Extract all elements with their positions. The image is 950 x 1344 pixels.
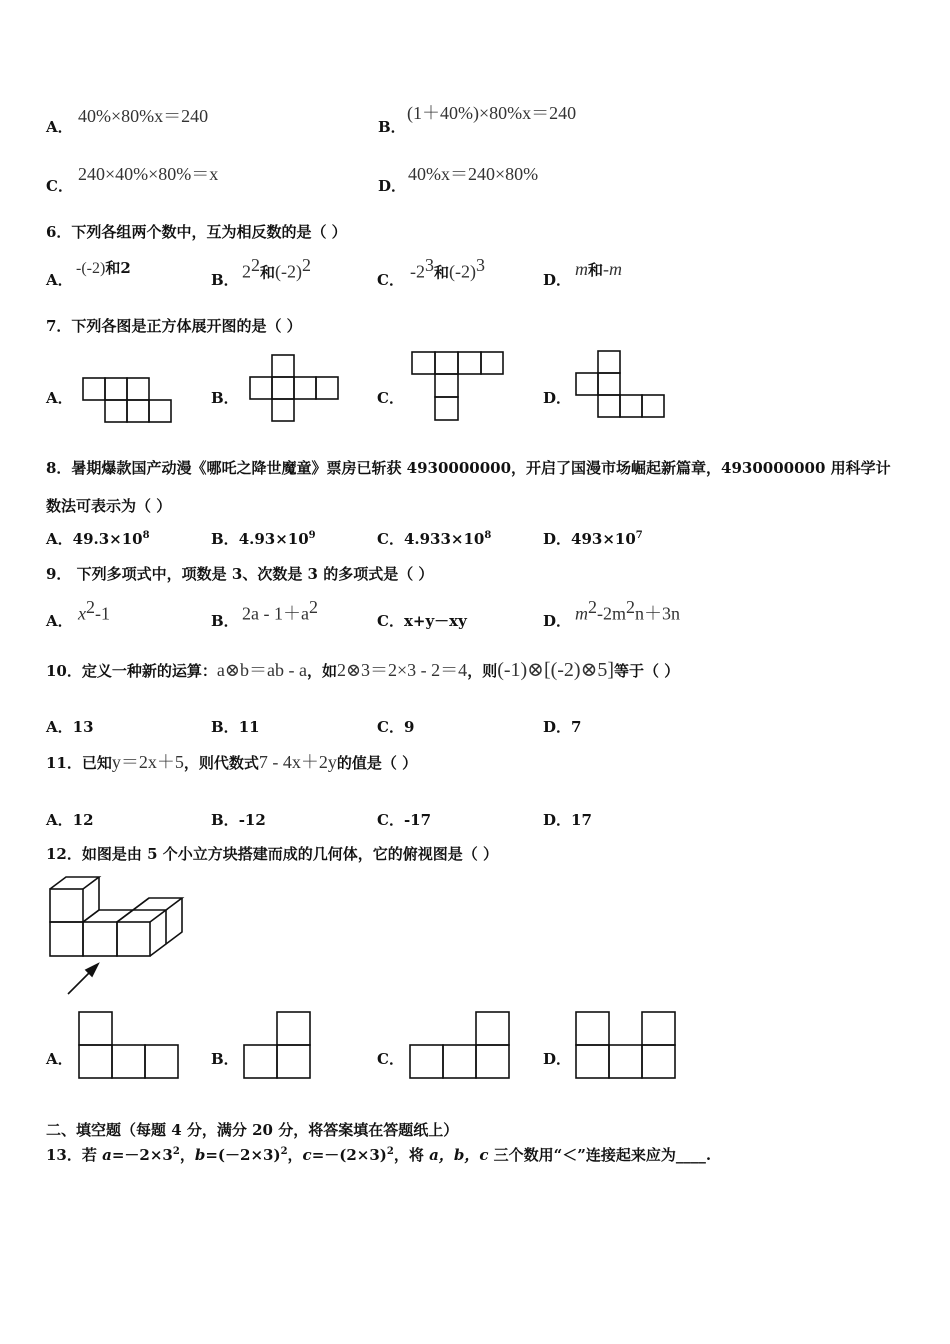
q9-d-m: m <box>575 603 588 624</box>
q8-option-a <box>46 528 150 549</box>
q10-d-val: 7 <box>571 718 582 736</box>
q10-stem-d: 等于（ ） <box>614 662 680 680</box>
q6-option-d-label: D． <box>543 271 572 289</box>
q7-option-b-net <box>249 354 341 424</box>
q6-option-b-label: B． <box>211 271 239 289</box>
q6-c-exp2: 3 <box>476 255 485 275</box>
q7-option-c-net <box>411 351 505 423</box>
q6-a-and: 和 <box>105 259 121 277</box>
q9-c-expr: x+y－xy <box>403 612 467 630</box>
q5-option-d-label: D． <box>378 177 407 195</box>
q8-a-label: A． <box>46 530 73 548</box>
q13-var-b: b <box>194 1146 206 1164</box>
q8-option-d <box>543 528 643 549</box>
q10-expression: (-1)⊗[(-2)⊗5] <box>497 659 614 681</box>
q7-option-c-label: C． <box>377 389 404 407</box>
q8-stem-line2: 数法可表示为（ ） <box>46 497 172 515</box>
q13-c-sep: ， <box>287 1146 303 1164</box>
q6-option-c <box>410 255 485 282</box>
q6-b-and: 和 <box>260 263 276 282</box>
q6-c-and: 和 <box>434 263 450 282</box>
q9-option-c <box>377 610 467 631</box>
q6-c-expr2: (-2) <box>449 261 476 282</box>
q10-c-val: 9 <box>403 718 415 736</box>
q9-d-e1: 2 <box>588 597 597 617</box>
q8-b-base: 4.93×10 <box>238 530 309 548</box>
q12-stem: 12．如图是由 5 个小立方块搭建而成的几何体，它的俯视图是（ ） <box>46 845 498 863</box>
q13-text-b: ，将 <box>393 1146 430 1164</box>
q8-c-exp: 8 <box>484 530 492 541</box>
q9-b-expr: 2a - 1＋a <box>242 603 309 624</box>
q8-d-base: 493×10 <box>571 530 636 548</box>
q13-var-a: a <box>102 1146 112 1164</box>
q11-expression: 7 - 4x＋2y <box>258 752 337 772</box>
q5-option-d-expr: 40%x＝240×80% <box>408 164 539 184</box>
q12-option-c-label: C． <box>377 1050 404 1068</box>
q12-option-c-view <box>409 1011 513 1081</box>
q10-option-d <box>543 716 581 737</box>
q9-option-a-label: A． <box>46 612 73 630</box>
q13-b-exp: 2 <box>280 1146 288 1157</box>
q10-b-label: B． <box>211 718 239 736</box>
q11-given: y＝2x＋5 <box>111 752 184 772</box>
q12-option-d-view <box>575 1011 679 1081</box>
q5-option-a-expr: 40%×80%x＝240 <box>78 106 209 126</box>
q13-c-exp: 2 <box>386 1146 394 1157</box>
q8-a-exp: 8 <box>142 530 150 541</box>
q11-stem-b: ，则代数式 <box>183 754 259 772</box>
q9-option-a <box>78 597 110 624</box>
q9-option-b-label: B． <box>211 612 239 630</box>
q8-a-base: 49.3×10 <box>72 530 143 548</box>
q13-a-expr: =－2×3 <box>111 1146 173 1164</box>
q10-b-val: 11 <box>238 718 260 736</box>
q8-c-label: C． <box>377 530 404 548</box>
q13-text-a: 13．若 <box>46 1146 103 1164</box>
q6-stem: 6．下列各组两个数中，互为相反数的是（ ） <box>46 223 347 241</box>
q6-d-and: 和 <box>588 261 604 279</box>
q8-d-exp: 7 <box>635 530 643 541</box>
q12-option-b-view <box>243 1011 315 1081</box>
q6-option-d <box>575 259 622 280</box>
q11-d-val: 17 <box>571 811 592 829</box>
q12-solid-figure <box>46 872 191 1000</box>
q8-b-label: B． <box>211 530 239 548</box>
q6-option-c-label: C． <box>377 271 404 289</box>
q6-option-a <box>76 257 131 278</box>
q5-option-c-expr: 240×40%×80%＝x <box>78 164 219 184</box>
q11-stem-c: 的值是（ ） <box>336 754 418 772</box>
q5-option-b-expr: (1＋40%)×80%x＝240 <box>407 103 577 123</box>
q11-option-c <box>377 809 431 830</box>
q9-c-label: C． <box>377 612 404 630</box>
q10-option-b <box>211 716 260 737</box>
q8-option-b <box>211 528 316 549</box>
q8-b-exp: 9 <box>308 530 316 541</box>
q10-definition: a⊗b＝ab - a <box>216 660 307 680</box>
q6-a-second: 2 <box>120 259 131 277</box>
q9-stem: 9． 下列多项式中，项数是 3、次数是 3 的多项式是（ ） <box>46 565 434 583</box>
q10-option-c <box>377 716 414 737</box>
q7-option-a-label: A． <box>46 389 73 407</box>
q11-a-label: A． <box>46 811 73 829</box>
q11-option-b <box>211 809 266 830</box>
q8-stem-line1: 8．暑期爆款国产动漫《哪吒之降世魔童》票房已斩获 4930000000，开启了国漫市场崛起新篇章，4930000000 用科学计 <box>46 459 891 477</box>
q9-b-exp: 2 <box>308 597 318 617</box>
q13-text-c: 三个数用“＜”连接起来应为____. <box>488 1146 712 1164</box>
q11-b-val: -12 <box>238 811 266 829</box>
q10-a-label: A． <box>46 718 73 736</box>
q7-stem: 7．下列各图是正方体展开图的是（ ） <box>46 317 302 335</box>
q11-stem <box>46 748 417 774</box>
q8-d-label: D． <box>543 530 572 548</box>
q9-a-rest: -1 <box>95 603 110 624</box>
q5-option-c-label: C． <box>46 177 73 195</box>
q7-option-b-label: B． <box>211 389 239 407</box>
q6-option-b <box>242 255 311 282</box>
q10-c-label: C． <box>377 718 404 736</box>
q6-c-exp1: 3 <box>425 255 434 275</box>
q10-d-label: D． <box>543 718 572 736</box>
q13-vars: a，b，c <box>429 1146 489 1164</box>
q12-option-a-view <box>78 1011 182 1081</box>
q7-option-a-net <box>82 377 174 424</box>
q9-a-base: x <box>78 603 86 624</box>
q6-c-expr1: -2 <box>410 261 425 282</box>
q6-d-expr2: -m <box>603 259 623 279</box>
q9-d-e2: 2 <box>626 597 635 617</box>
q9-a-exp: 2 <box>86 597 95 617</box>
q13-c-expr: =－(2×3) <box>311 1146 387 1164</box>
q9-option-b <box>242 597 318 625</box>
q10-stem-a: 10．定义一种新的运算： <box>46 662 217 680</box>
q11-b-label: B． <box>211 811 239 829</box>
q12-option-a-label: A． <box>46 1050 73 1068</box>
q11-c-val: -17 <box>403 811 432 829</box>
section2-heading: 二、填空题（每题 4 分，满分 20 分，将答案填在答题纸上） <box>46 1121 459 1139</box>
q13-a-exp: 2 <box>172 1146 180 1157</box>
q12-option-b-label: B． <box>211 1050 239 1068</box>
q11-d-label: D． <box>543 811 572 829</box>
q9-d-mid: -2m <box>597 603 626 624</box>
q11-option-d <box>543 809 592 830</box>
q8-option-c <box>377 528 491 549</box>
q11-a-val: 12 <box>72 811 94 829</box>
q10-stem-c: ，则 <box>467 662 498 680</box>
q6-b-expr1: 2 <box>242 261 251 282</box>
q13-var-c: c <box>302 1146 312 1164</box>
q7-option-d-net <box>575 350 669 422</box>
q6-a-expr: -(-2) <box>76 260 106 277</box>
q11-option-a <box>46 809 94 830</box>
q10-option-a <box>46 716 94 737</box>
q9-option-d-label: D． <box>543 612 572 630</box>
q10-example: 2⊗3＝2×3 - 2＝4 <box>336 660 468 680</box>
q6-d-expr1: m <box>575 259 588 279</box>
q10-stem-b: ，如 <box>306 662 337 680</box>
q11-c-label: C． <box>377 811 404 829</box>
q10-a-val: 13 <box>72 718 94 736</box>
q5-option-a-label: A． <box>46 118 73 136</box>
q12-option-d-label: D． <box>543 1050 572 1068</box>
q8-c-base: 4.933×10 <box>403 530 485 548</box>
q6-b-expr2: (-2) <box>275 261 302 282</box>
q6-option-a-label: A． <box>46 271 73 289</box>
q9-option-d <box>575 597 680 625</box>
q13-text <box>46 1144 711 1165</box>
q7-option-d-label: D． <box>543 389 572 407</box>
q10-stem <box>46 656 679 682</box>
q5-option-b-label: B． <box>378 118 406 136</box>
q6-b-exp2: 2 <box>302 255 311 275</box>
q13-b-sep: ， <box>179 1146 195 1164</box>
q13-b-expr: =(－2×3) <box>205 1146 281 1164</box>
q9-d-rest: n＋3n <box>635 603 680 624</box>
q6-b-exp1: 2 <box>251 255 260 275</box>
q11-stem-a: 11．已知 <box>46 754 112 772</box>
